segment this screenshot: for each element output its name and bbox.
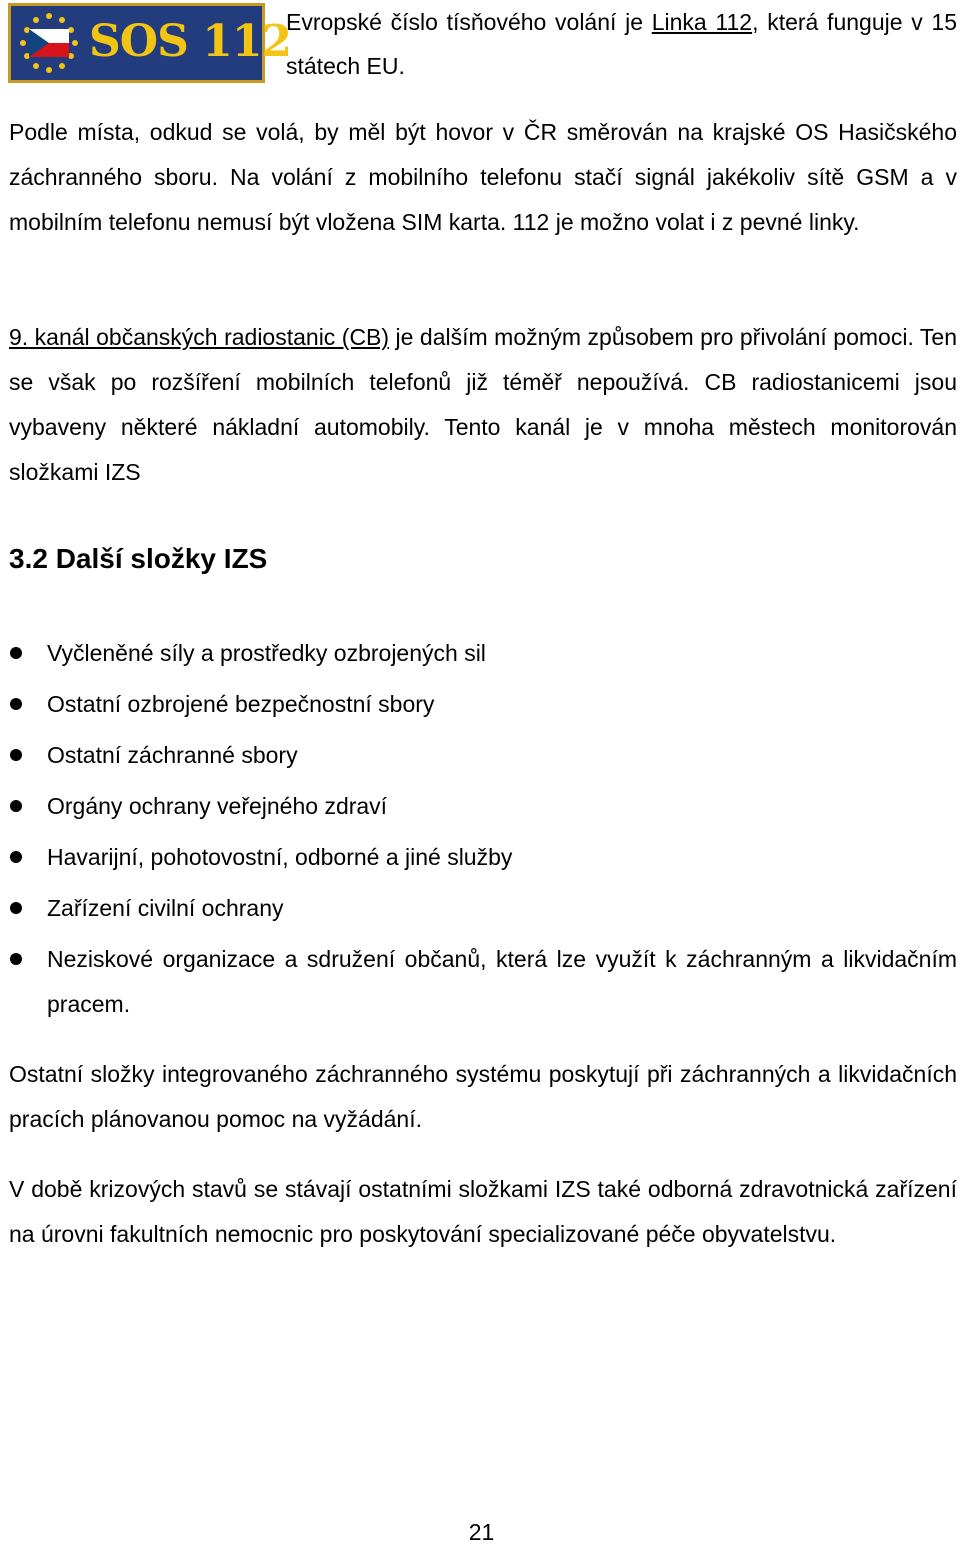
bullet-icon xyxy=(10,698,22,710)
list-item xyxy=(9,733,957,778)
intro-text-before-link: Evropské číslo tísňového volání je xyxy=(286,9,652,35)
eu-stars-flag-icon xyxy=(15,10,83,76)
list-item-text: Havarijní, pohotovostní, odborné a jiné služby xyxy=(47,844,513,870)
paragraph-crisis-states: V době krizových stavů se stávají ostatními složkami IZS také odborná zdravotnická zařízení na úrovni fakultních nemocnic pro poskytování specializované péče obyvatelstvu. xyxy=(9,1176,957,1247)
list-item-text: Zařízení civilní ochrany xyxy=(47,895,284,921)
paragraph-cb-radio xyxy=(9,315,957,495)
list-item xyxy=(9,937,957,1027)
intro-paragraph xyxy=(286,0,957,88)
section-heading: 3.2 Další složky IZS xyxy=(9,543,268,574)
izs-components-list xyxy=(9,631,957,1033)
paragraph-emergency-routing: Podle místa, odkud se volá, by měl být hovor v ČR směrován na krajské OS Hasičského záchranného sboru. Na volání z mobilního telefonu stačí signál jakékoliv sítě GSM a v mobilním telefonu nemusí být vložena SIM karta. 112 je možno volat i z pevné linky. xyxy=(9,119,957,235)
paragraph-cb-radio-text: je dalším možným způsobem pro přivolání pomoci. Ten se však po rozšíření mobilních telefonů již téměř nepoužívá. CB radiostanicemi jsou vybaveny některé nákladní automobily. Tento kanál je v mnoha městech monitorován složkami IZS xyxy=(9,324,957,485)
list-item xyxy=(9,784,957,829)
bullet-icon xyxy=(10,800,22,812)
list-item-text: Ostatní ozbrojené bezpečnostní sbory xyxy=(47,691,435,717)
bullet-icon xyxy=(10,953,22,965)
list-item xyxy=(9,886,957,931)
list-item xyxy=(9,835,957,880)
list-item xyxy=(9,682,957,727)
bullet-icon xyxy=(10,851,22,863)
cb-channel-link[interactable]: 9. kanál občanských radiostanic (CB) xyxy=(9,324,390,350)
page-number: 21 xyxy=(468,1519,495,1545)
intro-text-after-link: , která funguje v 15 státech EU. xyxy=(286,9,958,79)
list-item-text: Orgány ochrany veřejného zdraví xyxy=(47,793,388,819)
logo-text: SOS 112 xyxy=(89,16,292,67)
list-item-text: Neziskové organizace a sdružení občanů, která lze využít k záchranným a likvidačním pracem. xyxy=(47,946,957,1017)
list-item-text: Ostatní záchranné sbory xyxy=(47,742,298,768)
bullet-icon xyxy=(10,902,22,914)
linka-112-link[interactable]: Linka 112 xyxy=(651,9,753,35)
paragraph-other-components: Ostatní složky integrovaného záchranného systému poskytují při záchranných a likvidačních pracích plánovanou pomoc na vyžádání. xyxy=(9,1061,957,1132)
list-item xyxy=(9,631,957,676)
bullet-icon xyxy=(10,647,22,659)
list-item-text: Vyčleněné síly a prostředky ozbrojených sil xyxy=(47,640,486,666)
sos-112-logo xyxy=(8,3,292,83)
bullet-icon xyxy=(10,749,22,761)
